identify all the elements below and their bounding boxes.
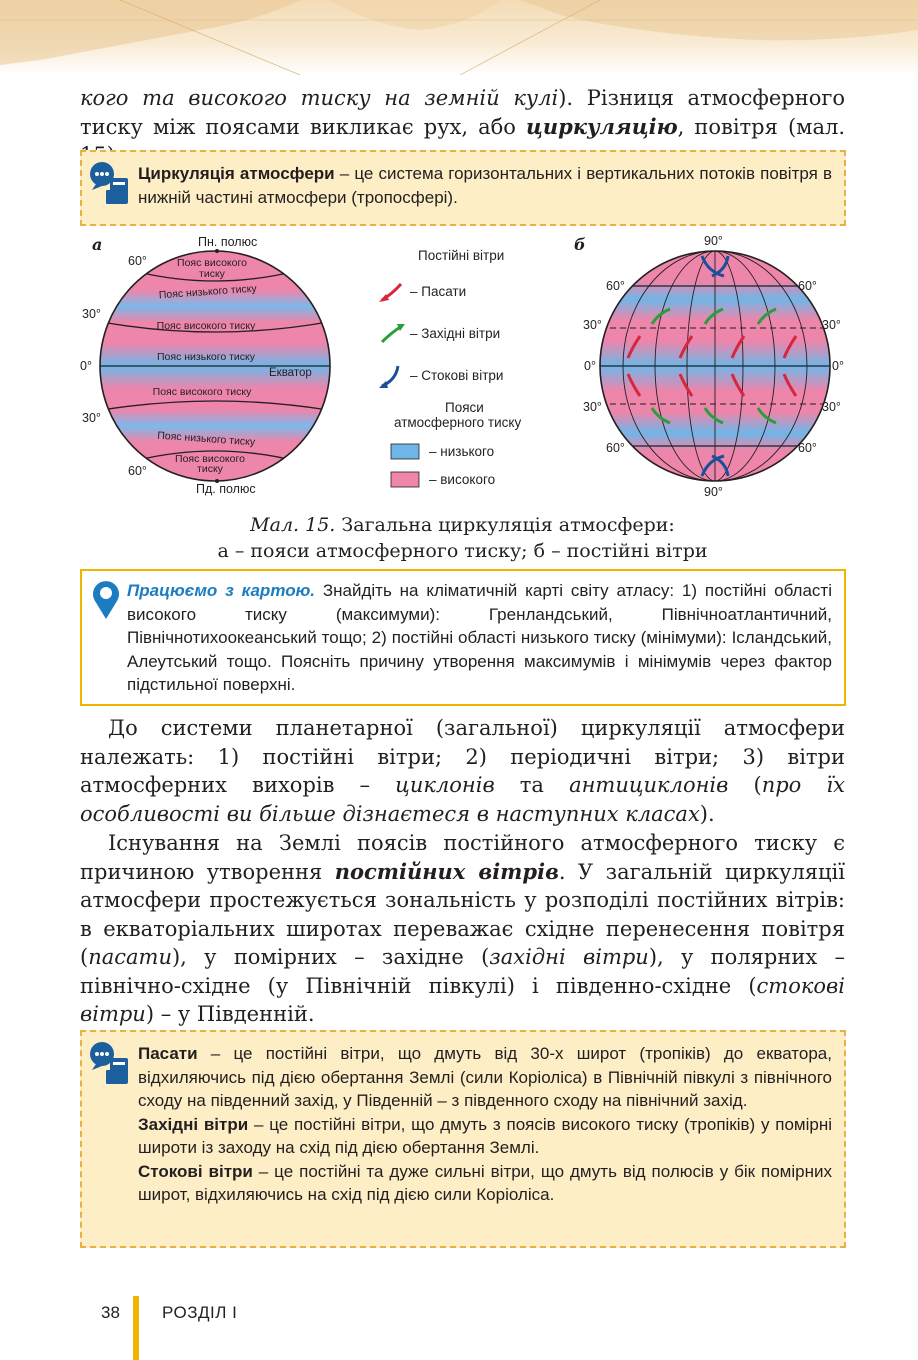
- p1-text-b: та: [494, 773, 570, 797]
- definition-book-icon: [88, 1040, 132, 1088]
- lat-a-30s: 30°: [82, 411, 101, 425]
- map-task-text: [127, 579, 832, 697]
- definition-text: [138, 162, 832, 209]
- def-trade-winds: [138, 1042, 832, 1113]
- map-task-lead: Працюємо з картою.: [127, 581, 316, 600]
- def-term-polar: Стокові вітри: [138, 1161, 253, 1181]
- section-label: РОЗДІЛ I: [162, 1303, 238, 1322]
- legend-low: – низького: [429, 444, 495, 459]
- caption-title: Загальна циркуляція атмосфери:: [335, 514, 675, 536]
- legend-trade: – Пасати: [410, 284, 467, 299]
- belt-high-polar-s-2: тиску: [197, 463, 223, 475]
- p2-text-b: . У загальній циркуляції атмосфери простежується зональність у розподілі постійних вітрів: в екваторіальних широтах переважає східне перенесення повітря (: [80, 859, 845, 969]
- lat-a-0: 0°: [80, 359, 92, 373]
- low-pressure-swatch: [391, 444, 419, 459]
- p2-italic-trade: пасати: [88, 945, 172, 969]
- def-body-polar: – це постійні та дуже сильні вітри, що дмуть від полюсів у бік помірних широт, відхиляючись на схід під дією сили Коріоліса.: [138, 1161, 832, 1204]
- legend-winds-title: Постійні вітри: [418, 248, 505, 263]
- figure-caption-line-2: а – пояси атмосферного тиску; б – постійні вітри: [217, 540, 708, 562]
- belt-high-polar-s-1: Пояс високого: [175, 453, 245, 465]
- globe-prevailing-winds: [600, 251, 830, 481]
- intro-italic: кого та високого тиску на земній кулі: [80, 86, 559, 110]
- belt-high-polar-n-2: тиску: [199, 268, 225, 280]
- p2-text-c: ), у помірних – західне (: [171, 945, 490, 969]
- intro-text-2: , повітря (мал.: [677, 114, 846, 139]
- paragraph-prevailing-winds: [80, 829, 845, 1029]
- def-body-westerlies: – це постійні вітри, що дмуть з поясів високого тиску (тропіків) у помірні широти із заходу на схід під дією обертання Землі.: [138, 1114, 833, 1157]
- figure-legend: [379, 248, 521, 487]
- belt-high-polar-n-1: Пояс високого: [177, 257, 247, 269]
- intro-term: циркуляцію: [526, 113, 678, 139]
- def-term-westerlies: Західні вітри: [138, 1114, 249, 1134]
- definition-body: – це система горизонтальних і вертикальних потоків повітря в нижній частині атмосфери (тропосфері).: [138, 164, 832, 207]
- p1-italic-anticyclones: антициклонів: [569, 773, 729, 797]
- map-texture: [0, 0, 918, 75]
- p1-text-d: ).: [699, 801, 715, 826]
- lat-b-30n-left: 30°: [583, 318, 602, 332]
- def-polar-winds: [138, 1160, 832, 1207]
- lat-a-30n: 30°: [82, 307, 101, 321]
- lat-b-0-right: 0°: [832, 359, 844, 373]
- p2-text-e: ) – у Південній.: [145, 1002, 315, 1026]
- definition-box-circulation: [80, 150, 846, 226]
- lat-b-0-left: 0°: [584, 359, 596, 373]
- p1-italic-note: про їх особливості ви більше дізнаєтеся в наступних класах: [80, 773, 845, 826]
- p2-text-d: ), у полярних – північно-східне (у Північній півкулі) і південно-східне (: [80, 945, 845, 998]
- map-pin-icon: [90, 579, 122, 621]
- figure-15: [80, 232, 850, 504]
- figure-caption-line-1: [80, 512, 845, 538]
- belt-low-s: Пояс низького тиску: [156, 429, 256, 449]
- lat-b-60s-right: 60°: [798, 441, 817, 455]
- equator-label: Екватор: [269, 367, 312, 379]
- lat-a-60s: 60°: [128, 464, 147, 478]
- lat-b-30s-right: 30°: [822, 400, 841, 414]
- lat-b-60s-left: 60°: [606, 441, 625, 455]
- lat-b-60n-right: 60°: [798, 279, 817, 293]
- footer-accent-bar: [133, 1296, 139, 1360]
- belt-low-n: Пояс низького тиску: [158, 282, 258, 302]
- lat-b-60n-left: 60°: [606, 279, 625, 293]
- map-task-body: Знайдіть на кліматичній карті світу атласу: 1) постійні області високого тиску (максимуми): Гренландський, Північноатлантичний, Північнотихоокеанський тощо; 2) постійні області низького тиску (мінімуми): Ісландський, Алеутський тощо. Поясніть причину утворення максимумів і мінімумів через фактор підстильної поверхні.: [127, 581, 832, 694]
- legend-belts-title-2: атмосферного тиску: [394, 415, 522, 430]
- globe-pressure-belts: [100, 249, 330, 483]
- north-pole-label: Пн. полюс: [198, 235, 258, 249]
- belt-low-eq: Пояс низького тиску: [157, 351, 255, 363]
- lat-b-90n: 90°: [704, 234, 723, 248]
- legend-polar: – Стокові вітри: [410, 368, 504, 383]
- definition-book-icon: [88, 160, 132, 208]
- p2-term-constant-winds: постійних вітрів: [334, 858, 559, 884]
- part-b-label: б: [574, 235, 586, 254]
- belt-high-s: Пояс високого тиску: [152, 386, 252, 398]
- lat-b-90s: 90°: [704, 485, 723, 499]
- legend-westerlies: – Західні вітри: [410, 326, 501, 341]
- def-westerlies: [138, 1113, 832, 1160]
- lat-b-30s-left: 30°: [583, 400, 602, 414]
- high-pressure-swatch: [391, 472, 419, 487]
- part-a-label: а: [92, 235, 103, 254]
- definition-term: Циркуляція атмосфери: [138, 164, 335, 183]
- p2-text-a: Існування на Землі поясів постійного атмосферного тиску є причиною утворення: [80, 831, 845, 884]
- def-body-trade: – це постійні вітри, що дмуть від 30-х широт (тропіків) до екватора, відхиляючись під дією обертання Землі (сили Коріоліса) в Північній півкулі з північного сходу на південний захід, у Південній – з південного сходу на північний захід.: [138, 1044, 832, 1110]
- legend-high: – високого: [429, 472, 496, 487]
- belt-high-n: Пояс високого тиску: [156, 320, 256, 332]
- header-map-decoration: [0, 0, 918, 75]
- map-task-box: [80, 569, 846, 706]
- lat-a-60n: 60°: [128, 254, 147, 268]
- caption-number: Мал. 15.: [250, 514, 336, 536]
- page-number: 38: [101, 1303, 120, 1322]
- p1-text-c: (: [728, 773, 762, 797]
- definition-box-winds: [80, 1030, 846, 1248]
- p1-italic-cyclones: циклонів: [395, 773, 495, 797]
- p2-italic-polar: стокові вітри: [80, 973, 845, 1026]
- definition-winds-text: [138, 1042, 832, 1207]
- def-term-trade: Пасати: [138, 1044, 198, 1063]
- intro-text-1: ). Різниця атмосферного тиску між поясами викликає рух, або: [80, 86, 846, 139]
- legend-belts-title-1: Пояси: [445, 400, 484, 415]
- p2-italic-westerlies: західні вітри: [489, 945, 649, 969]
- south-pole-label: Пд. полюс: [196, 482, 256, 496]
- lat-b-30n-right: 30°: [822, 318, 841, 332]
- paragraph-circulation-system: [80, 714, 845, 828]
- p1-text-a: До системи планетарної (загальної) циркуляції атмосфери належать: 1) постійні вітри; 2) періодичні вітри; 3) вітри атмосферних вихорів –: [80, 716, 845, 797]
